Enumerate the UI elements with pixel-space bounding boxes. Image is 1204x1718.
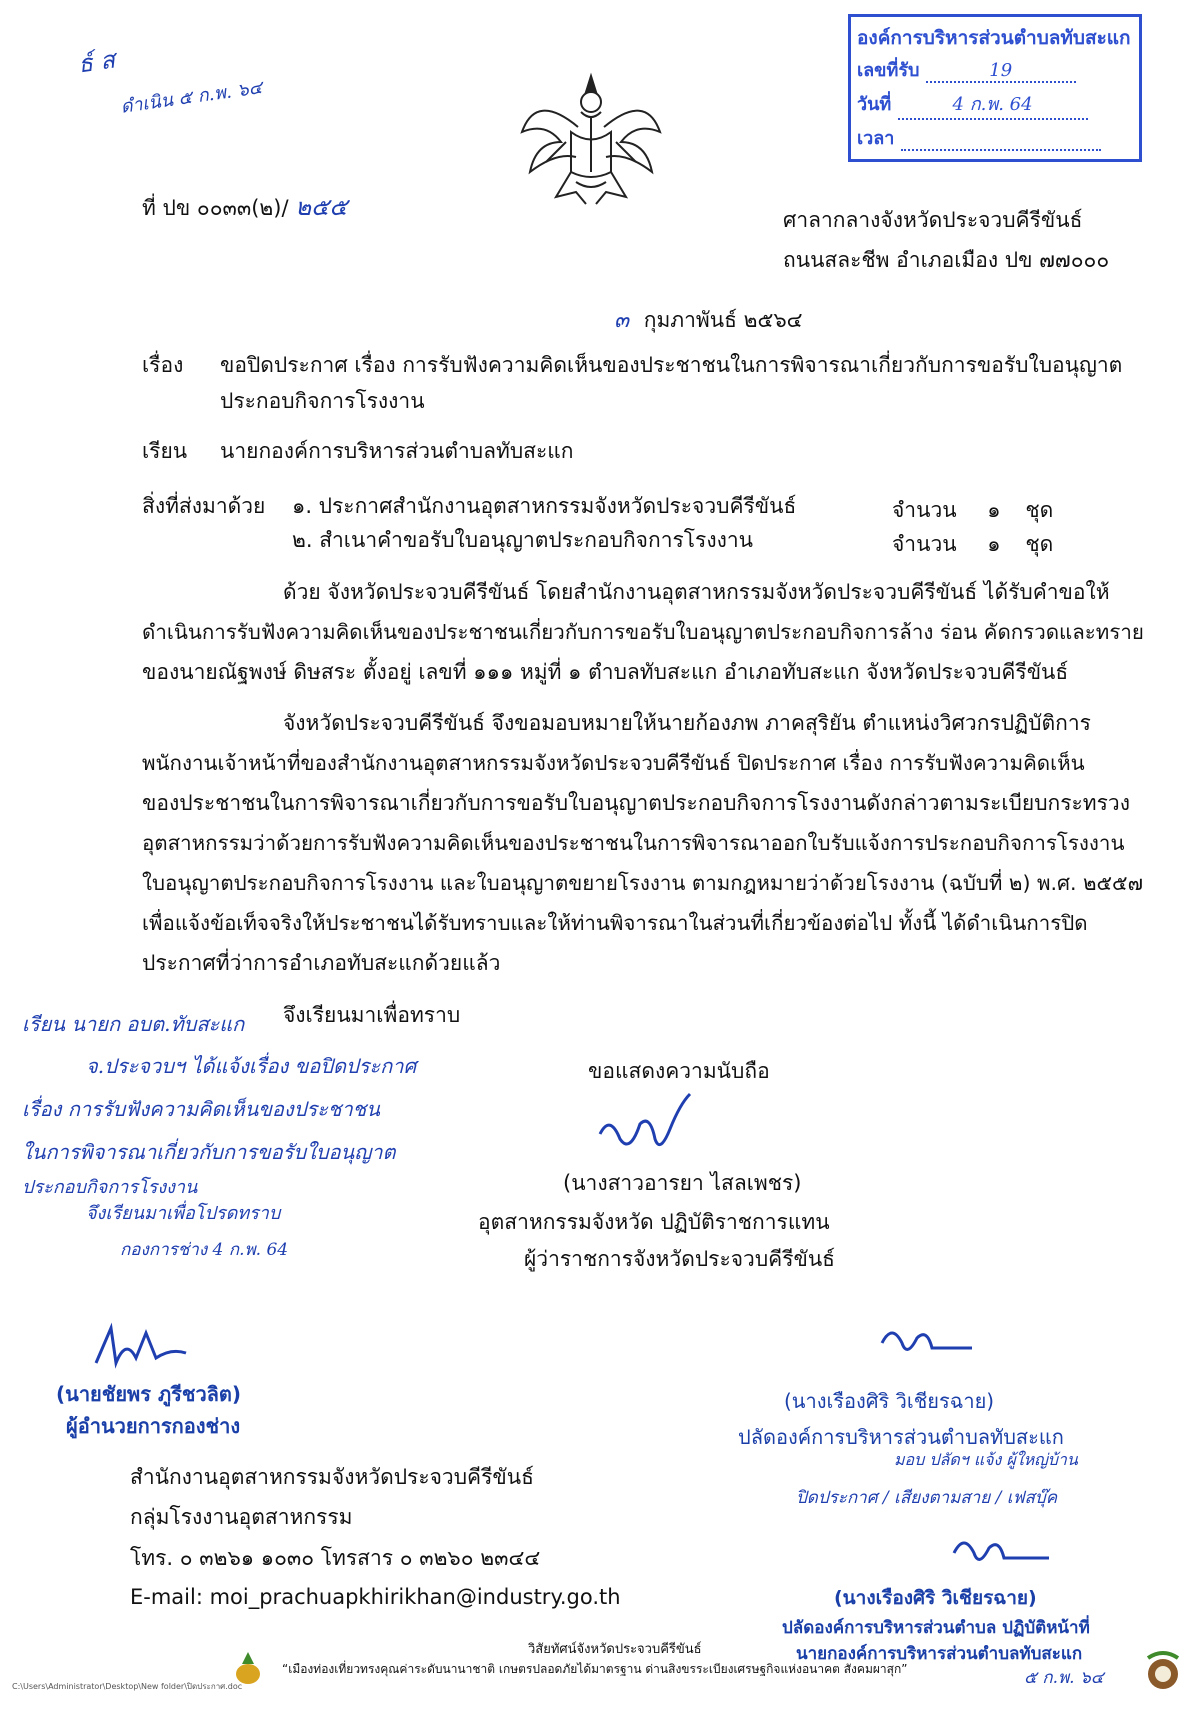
right-sign1-name: (นางเรืองศิริ วิเชียรฉาย) — [784, 1389, 995, 1413]
stamp-time-label: เวลา — [857, 128, 895, 149]
footer-vision-title: วิสัยทัศน์จังหวัดประจวบคีรีขันธ์ — [528, 1642, 702, 1657]
signatory-signature-icon — [590, 1084, 710, 1164]
footer-file-path: C:\Users\Administrator\Desktop\New folder\ปิดประกาศ.doc — [12, 1682, 243, 1691]
sender-address: ถนนสละชีพ อำเภอเมือง ปข ๗๗๐๐๐ — [783, 248, 1110, 272]
note-line6: จึงเรียนมาเพื่อโปรดทราบ — [86, 1203, 281, 1224]
regards-text: ขอแสดงความนับถือ — [588, 1059, 770, 1083]
footer-vision-text: “เมืองท่องเที่ยวทรงคุณค่าระดับนานาชาติ เกษตรปลอดภัยได้มาตรฐาน ด่านสิงขรระเบียงเศรษฐกิจแห่งอนาคต สังคมผาสุก” — [282, 1662, 908, 1676]
note-line3: เรื่อง การรับฟังความคิดเห็นของประชาชน — [22, 1097, 380, 1121]
enclosure-2-qty: จำนวน ๑ ชุด — [892, 532, 1054, 556]
subject-line1: ขอปิดประกาศ เรื่อง การรับฟังความคิดเห็นของประชาชนในการพิจารณาเกี่ยวกับการขอรับใบอนุญาต — [220, 353, 1123, 377]
letter-date-day: ๓ — [614, 308, 630, 333]
right-signature-1-icon — [872, 1318, 992, 1368]
para2-line2: พนักงานเจ้าหน้าที่ของสำนักงานอุตสาหกรรมจังหวัดประจวบคีรีขันธ์ ปิดประกาศ เรื่อง การรับฟังความคิดเห็น — [142, 751, 1085, 775]
stamp-time-row — [857, 123, 1101, 152]
signatory-title1: อุตสาหกรรมจังหวัด ปฏิบัติราชการแทน — [478, 1210, 830, 1234]
enclosure-1-qty: จำนวน ๑ ชุด — [892, 498, 1054, 522]
note-line5: ประกอบกิจการโรงงาน — [22, 1177, 198, 1198]
coconut-icon — [1138, 1648, 1188, 1692]
contact-phone: โทร. ๐ ๓๒๖๑ ๑๐๓๐ โทรสาร ๐ ๓๒๖๐ ๒๓๔๔ — [130, 1546, 541, 1570]
ref-line — [142, 192, 347, 223]
right-sign2-title2: นายกองค์การบริหารส่วนตำบลทับสะแก — [796, 1644, 1083, 1664]
top-handwriting-line2: ดำเนิน ๕ ก.พ. ๖๔ — [119, 77, 264, 118]
subject-line2: ประกอบกิจการโรงงาน — [220, 389, 425, 413]
to-text: นายกองค์การบริหารส่วนตำบลทับสะแก — [220, 439, 574, 463]
sender-office: ศาลากลางจังหวัดประจวบคีรีขันธ์ — [783, 208, 1083, 232]
stamp-date-row — [857, 89, 1088, 120]
garuda-emblem-icon — [516, 72, 666, 212]
right-sign2-name: (นางเรืองศิริ วิเชียรฉาย) — [834, 1587, 1037, 1609]
stamp-date-value: 4 ก.พ. 64 — [952, 94, 1033, 115]
para2-line5: ใบอนุญาตประกอบกิจการโรงงาน และใบอนุญาตขยายโรงงาน ตามกฎหมายว่าด้วยโรงงาน (ฉบับที่ ๒) พ.ศ. ๒๕๕๗ — [142, 871, 1143, 895]
stamp-receipt-no: 19 — [989, 60, 1013, 81]
para2-line7: ประกาศที่ว่าการอำเภอทับสะแกด้วยแล้ว — [142, 951, 501, 975]
right-sign1-note1: มอบ ปลัดฯ แจ้ง ผู้ใหญ่บ้าน — [894, 1450, 1078, 1469]
stamp-date-label: วันที่ — [857, 94, 892, 115]
subject-label: เรื่อง — [142, 353, 184, 377]
para1-line2: ดำเนินการรับฟังความคิดเห็นของประชาชนเกี่ยวกับการขอรับใบอนุญาตประกอบกิจการล้าง ร่อน คัดกรวดและทราย — [142, 620, 1144, 644]
left-signature-icon — [86, 1318, 196, 1378]
right-sign2-title1: ปลัดองค์การบริหารส่วนตำบล ปฏิบัติหน้าที่ — [782, 1618, 1090, 1638]
note-line2: จ.ประจวบฯ ได้แจ้งเรื่อง ขอปิดประกาศ — [86, 1054, 417, 1078]
para1-line3: ของนายณัฐพงษ์ ดิษสระ ตั้งอยู่ เลขที่ ๑๑๑ หมู่ที่ ๑ ตำบลทับสะแก อำเภอทับสะแก จังหวัดประจวบคีรีขันธ์ — [142, 660, 1069, 684]
receipt-stamp — [848, 14, 1142, 162]
signatory-title2: ผู้ว่าราชการจังหวัดประจวบคีรีขันธ์ — [524, 1247, 836, 1271]
contact-office: สำนักงานอุตสาหกรรมจังหวัดประจวบคีรีขันธ์ — [130, 1465, 534, 1489]
ref-number: ๒๕๕ — [295, 193, 348, 221]
closing-text: จึงเรียนมาเพื่อทราบ — [283, 1003, 461, 1027]
right-sign1-title: ปลัดองค์การบริหารส่วนตำบลทับสะแก — [738, 1425, 1064, 1449]
letter-date — [614, 305, 803, 336]
note-line4: ในการพิจารณาเกี่ยวกับการขอรับใบอนุญาต — [22, 1140, 396, 1164]
to-label: เรียน — [142, 439, 188, 463]
stamp-receipt-label: เลขที่รับ — [857, 60, 920, 81]
note-line1: เรียน นายก อบต.ทับสะแก — [22, 1012, 245, 1036]
para2-line3: ของประชาชนในการพิจารณาเกี่ยวกับการขอรับใบอนุญาตประกอบกิจการโรงงานดังกล่าวตามระเบียบกระทรวง — [142, 791, 1130, 815]
left-sign-title: ผู้อำนวยการกองช่าง — [66, 1414, 241, 1438]
stamp-org: องค์การบริหารส่วนตำบลทับสะแก — [857, 27, 1131, 49]
enclosure-2-text: ๒. สำเนาคำขอรับใบอนุญาตประกอบกิจการโรงงาน — [292, 528, 753, 552]
contact-group: กลุ่มโรงงานอุตสาหกรรม — [130, 1505, 353, 1529]
right-sign1-note2: ปิดประกาศ / เสียงตามสาย / เฟสบุ๊ค — [796, 1488, 1058, 1508]
enclosure-1-text: ๑. ประกาศสำนักงานอุตสาหกรรมจังหวัดประจวบคีรีขันธ์ — [292, 494, 797, 518]
note-line7: กองการช่าง 4 ก.พ. 64 — [120, 1240, 289, 1260]
para1-line1: ด้วย จังหวัดประจวบคีรีขันธ์ โดยสำนักงานอุตสาหกรรมจังหวัดประจวบคีรีขันธ์ ได้รับคำขอให้ — [283, 580, 1110, 604]
para2-line6: เพื่อแจ้งข้อเท็จจริงให้ประชาชนได้รับทราบและให้ท่านพิจารณาในส่วนที่เกี่ยวข้องต่อไป ทั้งนี้ ได้ดำเนินการปิด — [142, 911, 1088, 935]
right-sign2-date: ๕ ก.พ. ๖๔ — [1024, 1668, 1104, 1688]
top-handwriting-line1: ธ์ ส — [76, 45, 117, 79]
letter-date-text: กุมภาพันธ์ ๒๕๖๔ — [643, 308, 803, 332]
stamp-receipt-row — [857, 55, 1076, 84]
contact-email: E-mail: moi_prachuapkhirikhan@industry.go.th — [130, 1585, 621, 1609]
right-signature-2-icon — [944, 1528, 1064, 1578]
signatory-name: (นางสาวอารยา ไสลเพชร) — [563, 1171, 802, 1195]
enclosures-label: สิ่งที่ส่งมาด้วย — [142, 494, 266, 518]
left-sign-name: (นายชัยพร ภูรีชวลิต) — [56, 1382, 242, 1406]
para2-line4: อุตสาหกรรมว่าด้วยการรับฟังความคิดเห็นของประชาชนในการพิจารณาออกใบรับแจ้งการประกอบกิจการโรงงาน — [142, 831, 1125, 855]
ref-label: ที่ ปข ๐๐๓๓(๒)/ — [142, 196, 289, 220]
para2-line1: จังหวัดประจวบคีรีขันธ์ จึงขอมอบหมายให้นายก้องภพ ภาคสุริยัน ตำแหน่งวิศวกรปฏิบัติการ — [283, 711, 1091, 735]
